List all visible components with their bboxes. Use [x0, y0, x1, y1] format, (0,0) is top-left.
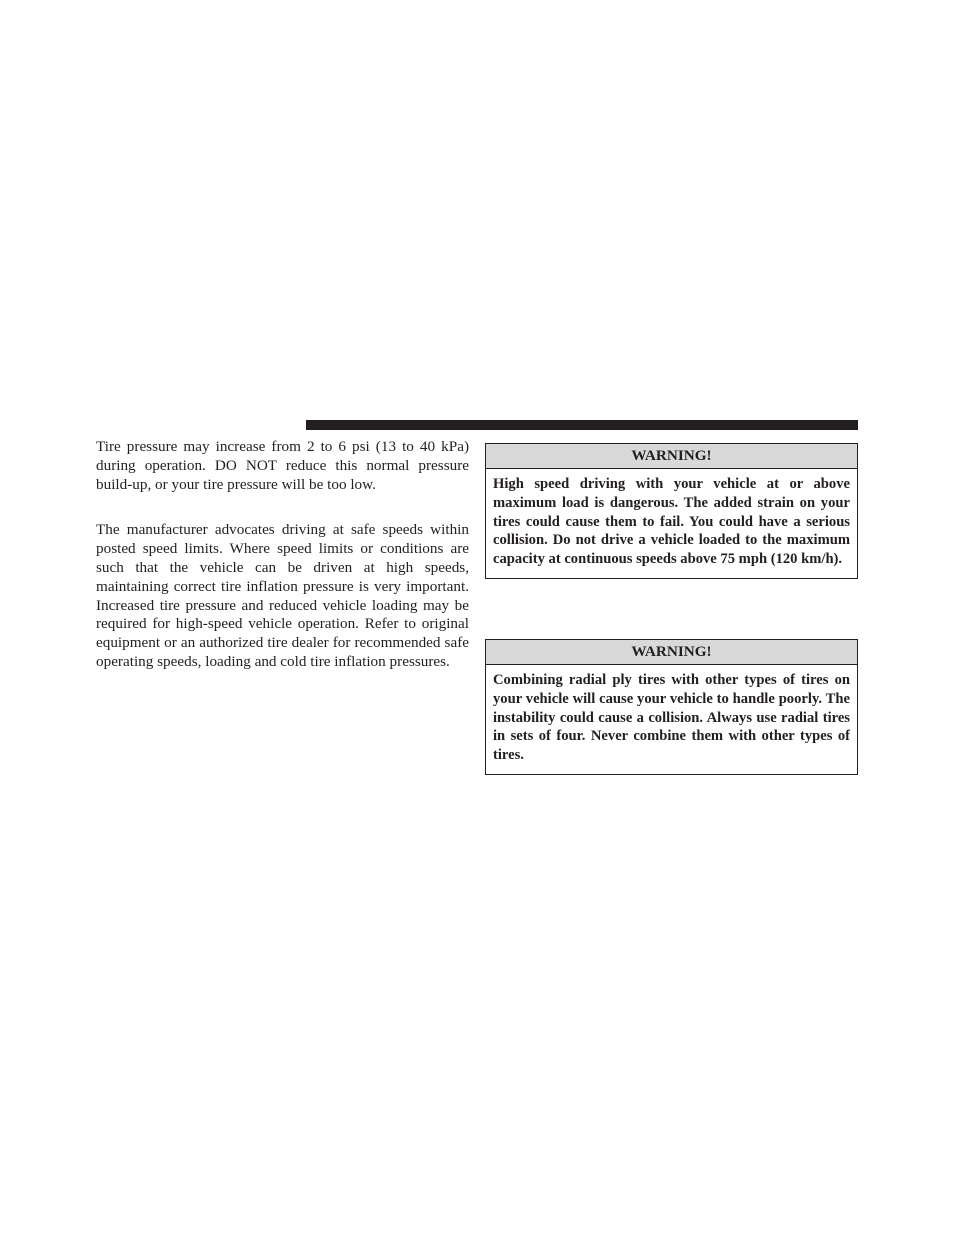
radial-tire-warning-box: [485, 639, 858, 775]
warning-title: WARNING!: [486, 640, 857, 665]
warning-text: High speed driving with your vehicle at or above maximum load is dangerous. The added strain on your tires could cause them to fail. You could have a serious collision. Do not drive a vehicle loaded to the maximum capacity at continuous speeds above 75 mph (120 km/h).: [493, 476, 850, 568]
warning-text: Combining radial ply tires with other types of tires on your vehicle will cause your vehicle to handle poorly. The instability could cause a collision. Always use radial tires in sets of four. Never combine them with other types of tires.: [493, 672, 850, 764]
section-header-rule: [306, 420, 858, 430]
high-speed-paragraph: The manufacturer advocates driving at safe speeds within posted speed limits. Where speed limits or conditions are such that the vehicle can be driven at high speeds, maintaining correct tire inflation pressure is very important. Increased tire pressure and reduced vehicle loading may be required for high-speed vehicle operation. Refer to original equipment or an authorized tire dealer for recommended safe operating speeds, loading and cold tire inflation pressures.: [96, 521, 469, 670]
tire-pressure-paragraph: Tire pressure may increase from 2 to 6 psi (13 to 40 kPa) during operation. DO NOT reduce this normal pressure build-up, or your tire pressure will be too low.: [96, 438, 469, 493]
high-speed-warning-box: [485, 443, 858, 579]
body-text-column: [96, 438, 469, 672]
warning-title: WARNING!: [486, 444, 857, 469]
